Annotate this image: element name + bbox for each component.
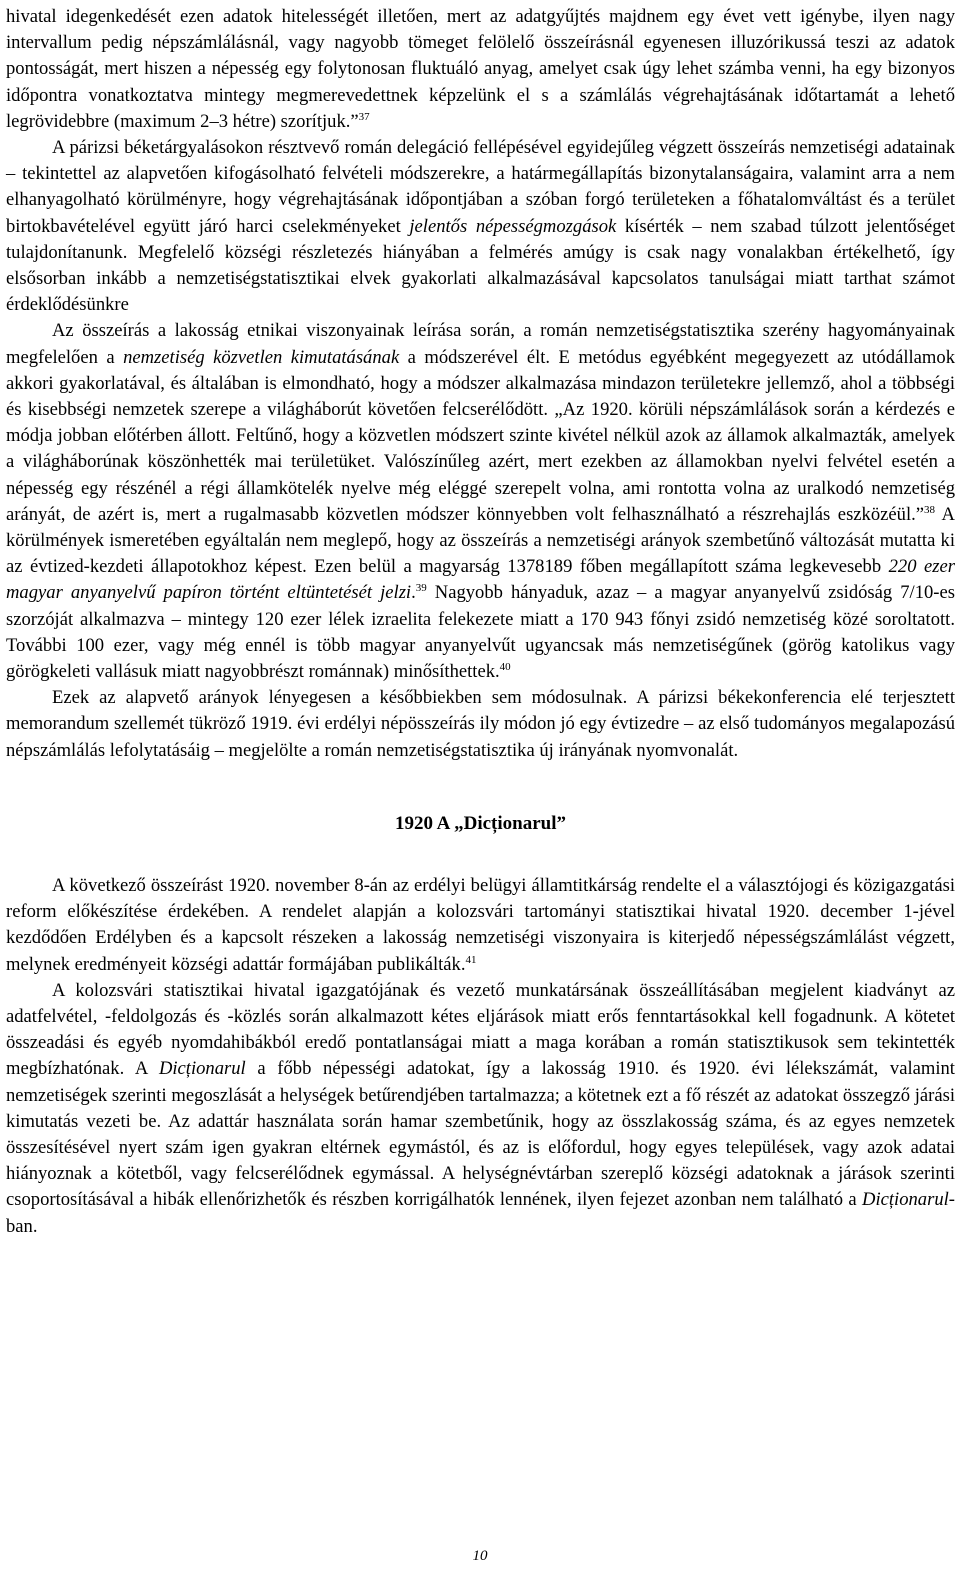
text-run: a főbb népességi adatokat, így a lakosság 1910. és 1920. évi lélekszámát, valamint nemzetiségek szerinti megoszlását a helységek betűrendjében tartalmazza; a kötetnek ezt a fő részét az adatokat összegző járási kimutatás vezeti be. Az adattár használata során hamar szembetűnik, hogy az összlakosság száma, és az egyes nemzetek összesítésével nyert szám igen gyakran eltérnek egymástól, és az is előfordul, hogy egyes települések, vagy azok adatai hiányoznak a kötetből, vagy felcserélődnek egymással. A helységnévtárban szereplő községi adatoknak a járások szerinti csoportosításával a hibák ellenőrizhetők és részben korrigálhatók lennének, ilyen fejezet azonban nem található a	[6, 1058, 955, 1211]
body-text-after-heading	[6, 873, 955, 1240]
paragraph-p6	[6, 978, 955, 1240]
emphasis-text: Dicționarul	[862, 1189, 949, 1211]
text-run: .	[411, 582, 416, 604]
emphasis-text: 220 ezer magyar anyanyelvű papíron történt eltüntetését jelzi	[6, 556, 955, 604]
text-run: -ban.	[6, 1189, 955, 1237]
text-run: a módszerével élt. E metódus egyébként megegyezett az utódállamok akkori gyakorlatával, és általában is elmondható, hogy a módszer alkalmazása mindazon területekre jellemző, ahol a többségi és kisebbségi nemzetek szerepe a világháborút követően felcserélődött. „Az 1920. körüli népszámlálások során a kérdezés e módja jobban előtérben állott. Feltűnő, hogy a közvetlen módszert szinte kivétel nélkül azok az államok alkalmazták, amelyek a világháborúnak köszönhették mai területüket. Valószínűleg azért, mert ezekben az államokban nyelvi felvétel esetén a népesség egy részénél a régi államkötelék nyelve még eléggé szerepelt volna, ami rontotta volna az uralkodó nemzetiség arányát, de azért is, mert a rugalmasabb közvetlen módszer könnyebben volt felhasználható a részrehajlás eszközéül.”	[6, 346, 955, 525]
section-heading: 1920 A „Dicționarul”	[394, 812, 566, 834]
paragraph-p4	[6, 685, 955, 764]
text-run: Az összeírás a lakosság etnikai viszonyainak leírása során, a román nemzetiségstatisztika szerény hagyományainak megfelelően a	[6, 320, 955, 368]
emphasis-text: jelentős népességmozgások	[409, 215, 617, 237]
emphasis-text: nemzetiség közvetlen kimutatásának	[123, 346, 400, 368]
paragraph-p3	[6, 318, 955, 685]
text-run: kísérték – nem szabad túlzott jelentőséget tulajdonítanunk. Megfelelő községi részletezés hiányában a felmérés amúgy is csak nagy vonalakban értékelhető, így elsősorban inkább a nemzetiségstatisztikai elvek gyakorlati alkalmazásával kapcsolatos tanulságai miatt tarthat számot érdeklődésünkre	[6, 215, 955, 316]
paragraph-p2	[6, 135, 955, 318]
emphasis-text: Dicționarul	[158, 1058, 246, 1080]
text-run: hivatal idegenkedését ezen adatok hitelességét illetően, mert az adatgyűjtés majdnem egy évet vett igénybe, ilyen nagy intervallum pedig népszámlálásnál, vagy nagyobb tömeget felölelő összeírásnál egyenesen illuzórikussá teszi az adatok pontosságát, mert hiszen a népesség egy folytonosan fluktuáló anyag, amelyet csak úgy lehet számba venni, ha egy bizonyos időpontra vonatkoztatva mintegy megmerevedettnek képzelünk el s a számlálás végrehajtásának időtartamát a lehető legrövidebbre (maximum 2–3 hétre) szorítjuk.	[6, 6, 955, 132]
text-run: A kolozsvári statisztikai hivatal igazgatójának és vezető munkatársának összeállításában megjelent kiadványt az adatfelvétel, -feldolgozás és -közlés során alkalmazott kétes eljárások miatt erős fenntartásokkal kell fogadnunk. A kötetet összeadási és egyéb nyomdahibákból eredő pontatlanságai miatt a maga korában a román statisztikusok sem tekintették megbízhatónak. A	[6, 979, 955, 1080]
footnote-ref: 40	[499, 660, 511, 673]
text-run: ”	[350, 110, 359, 132]
text-run: Ezek az alapvető arányok lényegesen a későbbiekben sem módosulnak. A párizsi békekonferencia elé terjesztett memorandum szellemét tükröző 1919. évi erdélyi népösszeírás ily módon jó egy évtizedre – az első tudományos megalapozású népszámlálás lefolytatásáig – megjelölte a román nemzetiségstatisztika új irányának nyomvonalát.	[6, 687, 955, 761]
text-run: A következő összeírást 1920. november 8-án az erdélyi belügyi államtitkárság rendelte el a választójogi és közigazgatási reform előkészítése érdekében. A rendelet alapján a kolozsvári tartományi statisztikai hivatal 1920. december 1-jével kezdődően Erdélyben és a kapcsolt részeken a lakosság nemzetiségi viszonyaira is kiterjedő népességszámlálást végzett, melynek eredményeit községi adattár formájában publikálták.	[6, 874, 955, 975]
footnote-ref: 39	[415, 582, 427, 595]
paragraph-p5	[6, 873, 955, 978]
text-run: A párizsi béketárgyalásokon résztvevő román delegáció fellépésével egyidejűleg végzett összeírás nemzetiségi adatainak – tekintettel az alapvetően kifogásolható felvételi módszerekre, a határmegállapítás bizonytalanságaira, valamint arra a nem elhanyagolható körülményre, hogy végrehajtásának időpontjában a szóban forgó területeken a főhatalomváltást és a terület birtokbavételével együtt járó harci cselekményeket	[6, 137, 955, 237]
text-run: Nagyobb hányaduk, azaz – a magyar anyanyelvű zsidóság 7/10-es szorzóját alkalmazva – mintegy 120 ezer lélek izraelita felekezete miatt a 170 943 főnyi zsidó nemzetiség közé soroltatott. További 100 ezer, vagy még ennél is több magyar anyanyelvűt ugyancsak más nemzetiségűnek (görög katolikus vagy görögkeleti vallásuk miatt nagyobbrészt románnak) minősíthettek.	[6, 582, 955, 683]
footnote-ref: 37	[358, 110, 370, 123]
text-run: A körülmények ismeretében egyáltalán nem meglepő, hogy az összeírás a nemzetiségi arányok szembetűnő változását mutatta ki az évtized-kezdeti állapotokhoz képest. Ezen belül a magyarság 1378189 főben megállapított száma legkevesebb	[6, 503, 955, 578]
document-page	[6, 0, 955, 1240]
page-number: 10	[472, 1548, 488, 1564]
body-text-before-heading	[6, 4, 955, 764]
paragraph-p1	[6, 4, 955, 135]
footnote-ref: 41	[465, 953, 477, 966]
footnote-ref: 38	[924, 503, 936, 516]
